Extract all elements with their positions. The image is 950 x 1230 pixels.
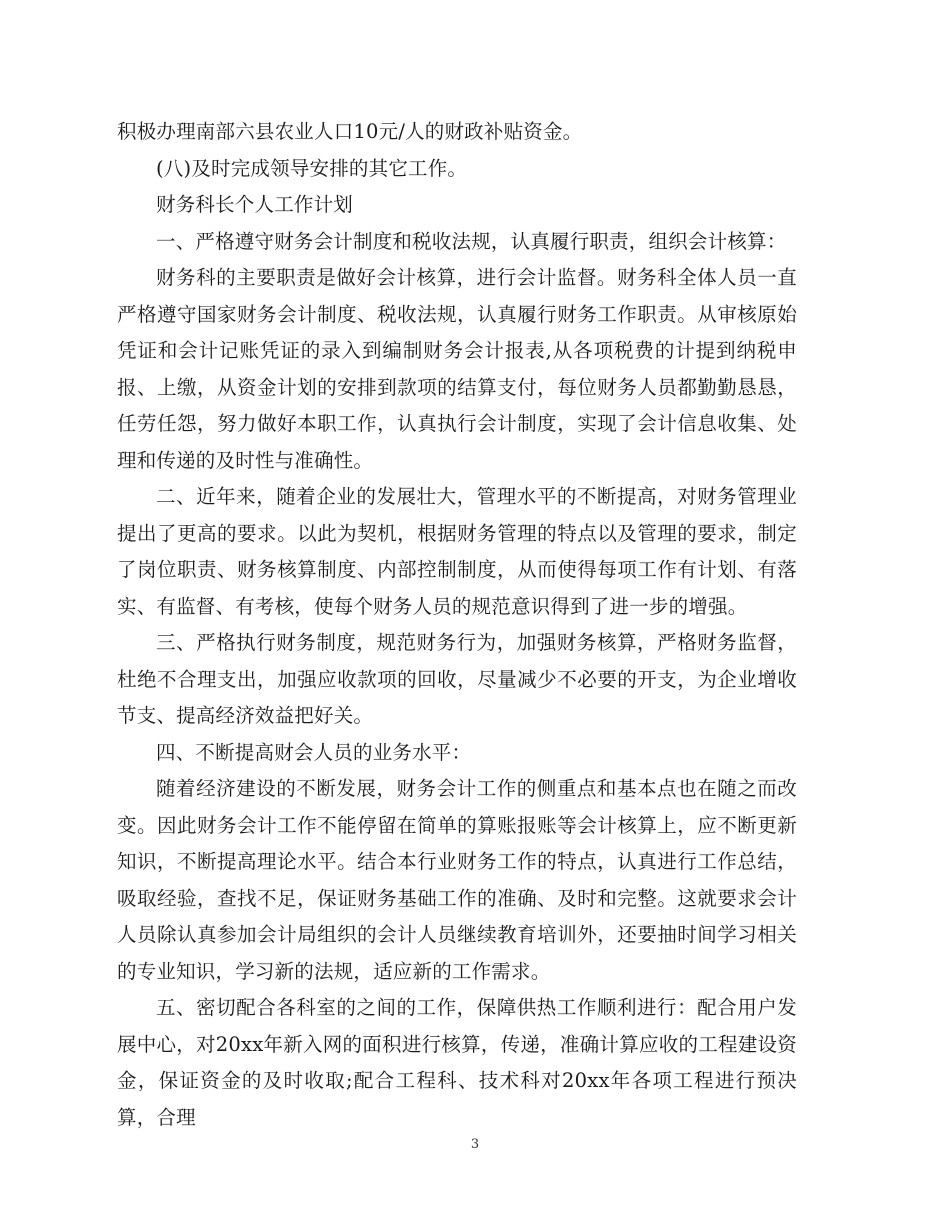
paragraph-point-five: 五、密切配合各科室的之间的工作，保障供热工作顺利进行：配合用户发展中心，对20xx年新入网的面积进行核算，传递，准确计算应收的工程建设资金，保证资金的及时收取;配合工程科、技术科对20xx年各项工程进行预决算，合理: [117, 996, 797, 1129]
section-heading: 财务科长个人工作计划: [156, 193, 354, 216]
paragraph-duties: 财务科的主要职责是做好会计核算，进行会计监督。财务科全体人员一直严格遵守国家财务会计制度、税收法规，认真履行财务工作职责。从审核原始凭证和会计记账凭证的录入到编制财务会计报表,从各项税费的计提到纳税申报、上缴，从资金计划的安排到款项的结算支付，每位财务人员都勤勤恳恳，任劳任怨，努力做好本职工作，认真执行会计制度，实现了会计信息收集、处理和传递的及时性与准确性。: [117, 266, 797, 472]
page-number: 3: [470, 1137, 480, 1152]
paragraph-point-one: 一、严格遵守财务会计制度和税收法规，认真履行职责，组织会计核算：: [156, 229, 787, 253]
paragraph-point-four: 四、不断提高财会人员的业务水平：: [156, 740, 472, 764]
paragraph-point-two: 二、近年来，随着企业的发展壮大，管理水平的不断提高，对财务管理业提出了更高的要求。以此为契机，根据财务管理的特点以及管理的要求，制定了岗位职责、财务核算制度、内部控制制度，从而使得每项工作有计划、有落实、有监督、有考核，使每个财务人员的规范意识得到了进一步的增强。: [117, 485, 797, 618]
paragraph-skills: 随着经济建设的不断发展，财务会计工作的侧重点和基本点也在随之而改变。因此财务会计工作不能停留在简单的算账报账等会计核算上，应不断更新知识，不断提高理论水平。结合本行业财务工作的特点，认真进行工作总结，吸取经验，查找不足，保证财务基础工作的准确、及时和完整。这就要求会计人员除认真参加会计局组织的会计人员继续教育培训外，还要抽时间学习相关的专业知识，学习新的法规，适应新的工作需求。: [117, 777, 797, 983]
paragraph-point-three: 三、严格执行财务制度，规范财务行为，加强财务核算，严格财务监督，杜绝不合理支出，加强应收款项的回收，尽量减少不必要的开支，为企业增收节支、提高经济效益把好关。: [117, 631, 797, 727]
paragraph-continuation: 积极办理南部六县农业人口10元/人的财政补贴资金。: [117, 120, 583, 143]
document-body: [117, 114, 797, 1136]
paragraph-item-eight: (八)及时完成领导安排的其它工作。: [156, 156, 468, 180]
